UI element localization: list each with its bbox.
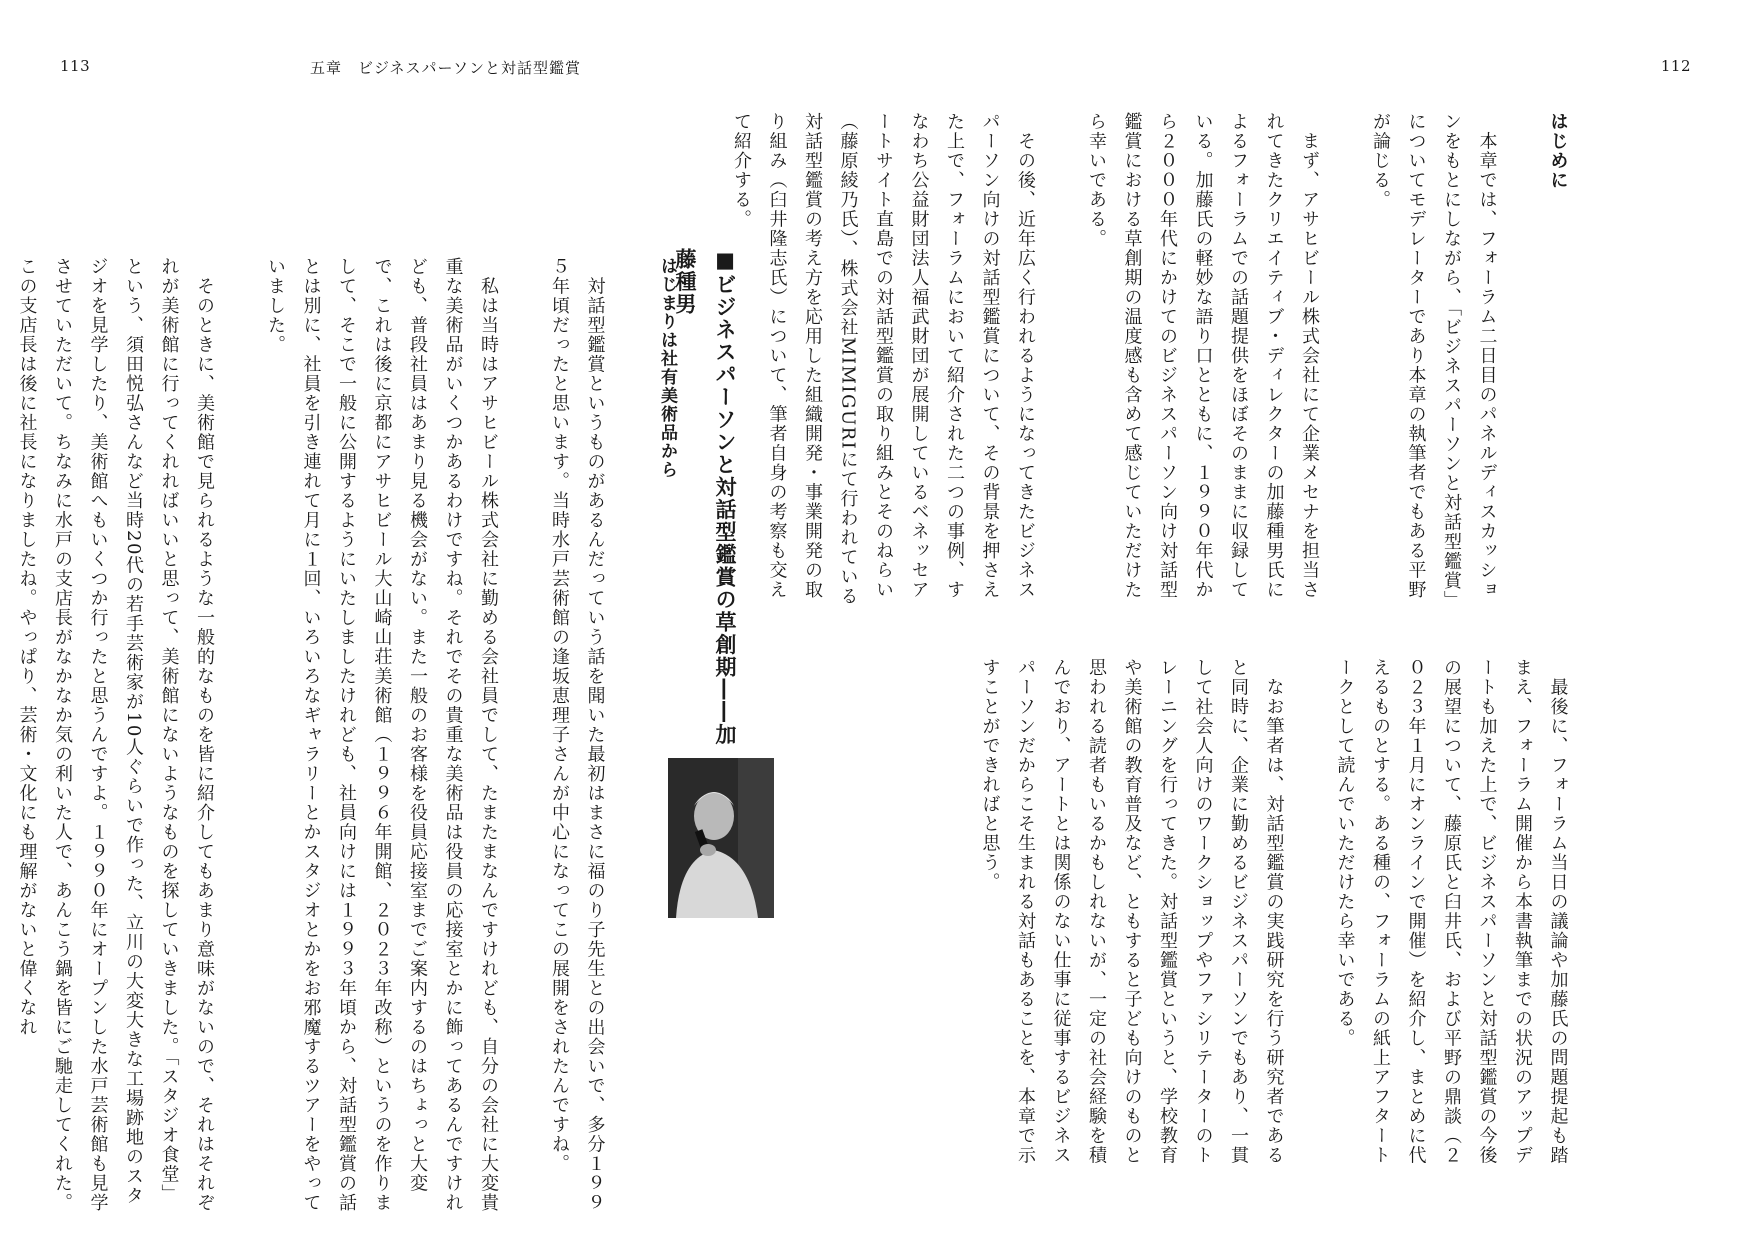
right-page-upper-block: [731, 112, 1611, 617]
paragraph: まず、アサヒビール株式会社にて企業メセナを担当されてきたクリエイティブ・ディレクターの加藤種男氏によるフォーラムでの話題提供をほぼそのままに収録している。加藤氏の軽妙な語り口とともに、１９９０年代から２０００年代にかけてのビジネスパーソン向け対話型鑑賞における草創期の温度感も含めて感じていただけたら幸いである。: [1086, 112, 1320, 600]
paragraph: 対話型鑑賞というものがあるんだっていう話を聞いた最初はまさに福のり子先生との出会いで、多分１９９５年頃だったと思います。当時水戸芸術館の逢坂恵理子さんが中心になってこの展開をされたんですね。: [549, 257, 606, 1213]
subheading: はじまりは社有美術品から: [657, 257, 677, 479]
left-page-body: [16, 257, 648, 1217]
paragraph: 最後に、フォーラム当日の議論や加藤氏の問題提起も踏まえ、フォーラム開催から本書執筆までの状況のアップデートも加えた上で、ビジネスパーソンと対話型鑑賞の今後の展望について、藤原氏と臼井氏、および平野の鼎談（２０２３年１月にオンラインで開催）を紹介し、まとめに代えるものとする。ある種の、フォーラムの紙上アフタートークとして読んでいただけたら幸いである。: [1334, 658, 1569, 1165]
paragraph: その後、近年広く行われるようになってきたビジネスパーソン向けの対話型鑑賞について、その背景を押さえた上で、フォーラムにおいて紹介された二つの事例、すなわち公益財団法人福武財団が展開しているベネッセアートサイト直島での対話型鑑賞の取り組みとそのねらい（藤原綾乃氏）、株式会社MIMIGURIにて行われている対話型鑑賞の考え方を応用した組織開発・事業開発の取り組み（臼井隆志氏）について、筆者自身の考察も交えて紹介する。: [731, 112, 1036, 607]
section-heading: はじめに: [1547, 112, 1569, 190]
portrait-image: [668, 758, 774, 918]
speaker-photo: [668, 758, 774, 918]
page-number-right: 112: [1660, 57, 1691, 75]
section-title: ■ビジネスパーソンと対話型鑑賞の草創期――加藤種男: [673, 248, 737, 746]
paragraph: そのときに、美術館で見られるような一般的なものを皆に紹介してもあまり意味がないので、それはそれぞれが美術館に行ってくれればいいと思って、美術館にないようなものを探していきました。「スタジオ食堂」という、須田悦弘さんなど当時20代の若手芸術家が10人ぐらいで作った、立川の大変大きな工場跡地のスタジオを見学したり、美術館へもいくつか行ったと思うんですよ。１９９０年にオープンした水戸芸術館も見学させていただいて。ちなみに水戸の支店長がなかなか気の利いた人で、あんこう鍋を皆にご馳走してくれた。この支店長は後に社長になりましたね。やっぱり、芸術・文化にも理解がないと偉くなれ: [16, 257, 215, 1213]
paragraph: 私は当時はアサヒビール株式会社に勤める会社員でして、たまたまなんですけれども、自分の会社に大変貴重な美術品がいくつかあるわけですね。それでその貴重な美術品は役員の応接室とかに飾ってあるんですけれども、普段社員はあまり見る機会がない。また一般のお客様を役員応接室までご案内するのはちょっと大変で、これは後に京都にアサヒビール大山崎山荘美術館（１９９６年開館、２０２３年改称）というのを作りまして、そこで一般に公開するようにいたしましたけれども、社員向けには１９９３年頃から、対話型鑑賞の話とは別に、社員を引き連れて月に１回、いろいろなギャラリーとかスタジオとかをお邪魔するツアーをやっていました。: [265, 257, 499, 1213]
paragraph: なお筆者は、対話型鑑賞の実践研究を行う研究者であると同時に、企業に勤めるビジネスパーソンでもあり、一貫して社会人向けのワークショップやファシリテーターのトレーニングを行ってきた。対話型鑑賞というと、学校教育や美術館の教育普及など、ともすると子ども向けのものと思われる読者もいるかもしれないが、一定の社会経験を積んでおり、アートとは関係のない仕事に従事するビジネスパーソンだからこそ生まれる対話もあることを、本章で示すことができればと思う。: [979, 658, 1285, 1165]
paragraph: 本章では、フォーラム二日目のパネルディスカッションをもとにしながら、「ビジネスパーソンと対話型鑑賞」についてモデレーターであり本章の執筆者でもある平野が論じる。: [1370, 112, 1498, 610]
right-page-lower-block: [979, 658, 1611, 1178]
running-head: 五章 ビジネスパーソンと対話型鑑賞: [310, 59, 581, 77]
page-number-left: 113: [60, 57, 91, 75]
